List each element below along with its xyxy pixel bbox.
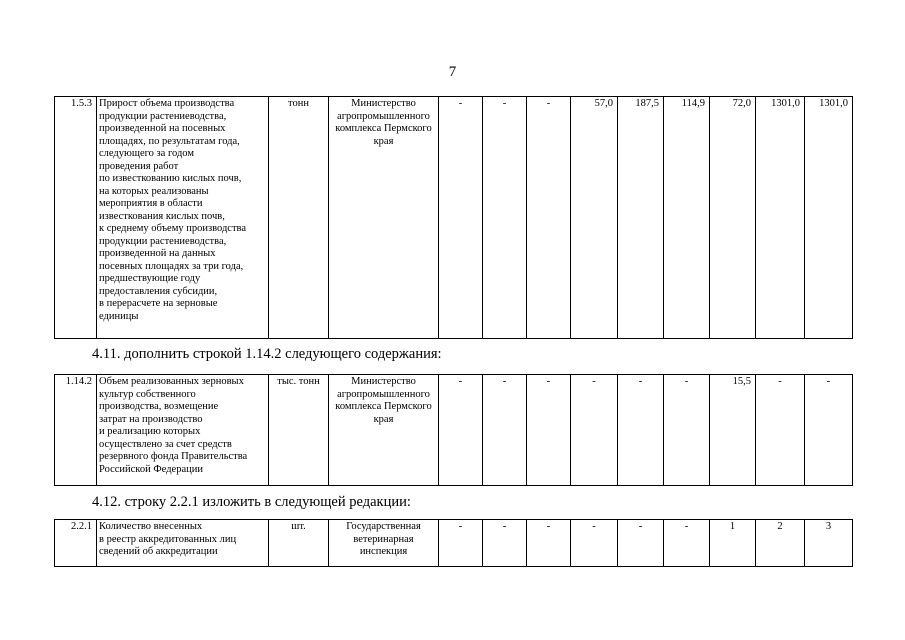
indicator-name: Прирост объема производства продукции растениеводства, произведенной на посевных площадях, по результатам года, следующего за годом проведения работ по известкованию кислых почв, на которых реализованы мероприятия в области известкования кислых почв, к среднему объему производства продукции растениеводства, произведенной на данных посевных площадях за три года, предшествующие году предоставления субсидии, в перерасчете на зерновые единицы — [97, 97, 269, 339]
table-row-1-5-3 — [54, 96, 853, 339]
value-cell: - — [439, 375, 483, 486]
unit: тонн — [269, 97, 329, 339]
responsible-org: Государственная ветеринарная инспекция — [329, 520, 439, 567]
table-row — [55, 97, 853, 339]
unit: тыс. тонн — [269, 375, 329, 486]
section-heading-4-12: 4.12. строку 2.2.1 изложить в следующей редакции: — [92, 494, 411, 510]
value-cell: 57,0 — [571, 97, 618, 339]
value-cell: - — [664, 520, 710, 567]
page-number: 7 — [448, 64, 457, 80]
value-cell: - — [664, 375, 710, 486]
row-number: 2.2.1 — [55, 520, 97, 567]
unit: шт. — [269, 520, 329, 567]
value-cell: - — [439, 520, 483, 567]
value-cell: - — [439, 97, 483, 339]
value-cell: 1 — [710, 520, 756, 567]
row-number: 1.14.2 — [55, 375, 97, 486]
responsible-org: Министерство агропромышленного комплекса Пермского края — [329, 97, 439, 339]
table-row-1-14-2 — [54, 374, 853, 486]
value-cell: 1301,0 — [756, 97, 805, 339]
value-cell: - — [483, 375, 527, 486]
value-cell: - — [483, 97, 527, 339]
indicator-name: Количество внесенных в реестр аккредитованных лиц сведений об аккредитации — [97, 520, 269, 567]
value-cell: - — [756, 375, 805, 486]
value-cell: 2 — [756, 520, 805, 567]
row-number: 1.5.3 — [55, 97, 97, 339]
value-cell: 114,9 — [664, 97, 710, 339]
table-row — [55, 375, 853, 486]
value-cell: 3 — [805, 520, 853, 567]
value-cell: - — [527, 520, 571, 567]
value-cell: - — [527, 375, 571, 486]
value-cell: - — [527, 97, 571, 339]
value-cell: - — [618, 520, 664, 567]
responsible-org: Министерство агропромышленного комплекса Пермского края — [329, 375, 439, 486]
table-row-2-2-1 — [54, 519, 853, 567]
value-cell: - — [618, 375, 664, 486]
value-cell: 187,5 — [618, 97, 664, 339]
value-cell: 1301,0 — [805, 97, 853, 339]
table-row — [55, 520, 853, 567]
value-cell: - — [571, 520, 618, 567]
value-cell: - — [483, 520, 527, 567]
value-cell: - — [805, 375, 853, 486]
indicator-name: Объем реализованных зерновых культур собственного производства, возмещение затрат на производство и реализацию которых осуществлено за счет средств резервного фонда Правительства Российской Федерации — [97, 375, 269, 486]
value-cell: 15,5 — [710, 375, 756, 486]
value-cell: 72,0 — [710, 97, 756, 339]
section-heading-4-11: 4.11. дополнить строкой 1.14.2 следующего содержания: — [92, 346, 442, 362]
value-cell: - — [571, 375, 618, 486]
